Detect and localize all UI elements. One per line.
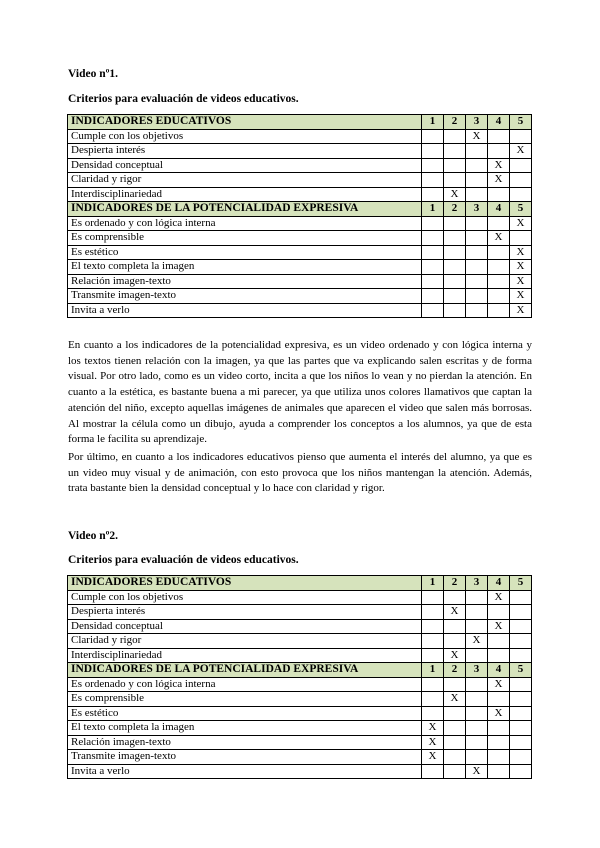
rating-cell-4: X [488,158,510,173]
criterion-label: Interdisciplinariedad [68,648,422,663]
rating-cell-5 [510,721,532,736]
table-header-row [68,576,532,591]
table-row [68,187,532,202]
rating-cell-2 [444,231,466,246]
criterion-label: Interdisciplinariedad [68,187,422,202]
rating-cell-3 [466,648,488,663]
rating-cell-3 [466,750,488,765]
rating-cell-2 [444,735,466,750]
table-row [68,231,532,246]
criterion-label: Cumple con los objetivos [68,590,422,605]
rating-cell-1: X [422,750,444,765]
rating-cell-3 [466,706,488,721]
criterion-label: Densidad conceptual [68,619,422,634]
table-row [68,158,532,173]
rating-cell-3 [466,289,488,304]
scale-header-1: 1 [422,202,444,217]
rating-cell-3 [466,231,488,246]
rating-cell-5: X [510,289,532,304]
criterion-label: Relación imagen-texto [68,735,422,750]
rating-cell-2 [444,173,466,188]
rating-cell-1 [422,260,444,275]
rating-cell-2 [444,706,466,721]
scale-header-3: 3 [466,663,488,678]
rating-cell-1 [422,303,444,318]
scale-header-4: 4 [488,115,510,130]
rating-cell-1 [422,158,444,173]
rating-cell-4 [488,289,510,304]
rating-cell-4 [488,216,510,231]
rating-cell-3 [466,173,488,188]
rating-cell-4 [488,634,510,649]
criterion-label: Es estético [68,706,422,721]
rating-cell-5: X [510,274,532,289]
header-potencialidad-expresiva: INDICADORES DE LA POTENCIALIDAD EXPRESIVA [68,663,422,678]
table-row [68,764,532,779]
header-potencialidad-expresiva: INDICADORES DE LA POTENCIALIDAD EXPRESIVA [68,202,422,217]
rating-cell-1 [422,605,444,620]
table-row [68,303,532,318]
scale-header-4: 4 [488,576,510,591]
criterion-label: Claridad y rigor [68,173,422,188]
table-row [68,144,532,159]
rating-cell-1 [422,634,444,649]
rating-cell-1 [422,764,444,779]
scale-header-1: 1 [422,115,444,130]
rating-cell-5 [510,590,532,605]
rating-cell-1: X [422,735,444,750]
rating-cell-4 [488,721,510,736]
rating-cell-2: X [444,692,466,707]
criterion-label: Invita a verlo [68,303,422,318]
table-row [68,692,532,707]
table-row [68,245,532,260]
rating-cell-1 [422,677,444,692]
rating-cell-4: X [488,619,510,634]
table-row [68,605,532,620]
table-row [68,590,532,605]
table-row [68,721,532,736]
rating-cell-4 [488,605,510,620]
table-row [68,634,532,649]
rating-cell-3: X [466,129,488,144]
header-indicadores-educativos: INDICADORES EDUCATIVOS [68,115,422,130]
rating-cell-5: X [510,216,532,231]
rating-cell-2 [444,764,466,779]
criterion-label: Relación imagen-texto [68,274,422,289]
video-2-subtitle: Criterios para evaluación de videos educativos. [68,554,299,566]
rating-cell-1 [422,187,444,202]
rating-cell-1 [422,129,444,144]
criterion-label: Transmite imagen-texto [68,750,422,765]
video-1-subtitle: Criterios para evaluación de videos educativos. [68,93,299,105]
rating-cell-2 [444,590,466,605]
rating-cell-4 [488,750,510,765]
rating-cell-4 [488,260,510,275]
scale-header-4: 4 [488,663,510,678]
rating-cell-3 [466,144,488,159]
rating-cell-5 [510,158,532,173]
rating-cell-1 [422,648,444,663]
table-row [68,706,532,721]
scale-header-3: 3 [466,202,488,217]
criterion-label: Transmite imagen-texto [68,289,422,304]
rating-cell-2 [444,274,466,289]
scale-header-2: 2 [444,576,466,591]
rating-cell-2: X [444,187,466,202]
rating-cell-4: X [488,706,510,721]
rating-cell-2 [444,750,466,765]
rating-cell-5 [510,750,532,765]
rating-cell-3 [466,274,488,289]
rating-cell-3 [466,721,488,736]
table-row [68,129,532,144]
rating-cell-2 [444,289,466,304]
rating-cell-1 [422,173,444,188]
table-row [68,173,532,188]
paragraph-educativos: Por último, en cuanto a los indicadores educativos pienso que aumenta el interés del alumno, ya que es un video muy visual y de animación, con esto provoca que los niños mantengan la atención. Además, trata bastante bien la densidad conceptual y lo hace con claridad y rigor. [68,451,532,495]
criterion-label: Densidad conceptual [68,158,422,173]
rating-cell-3 [466,692,488,707]
rating-cell-1 [422,692,444,707]
rating-cell-3 [466,735,488,750]
rating-cell-2 [444,619,466,634]
rating-cell-5 [510,231,532,246]
rating-cell-2 [444,677,466,692]
video-1-title: Video nº1. [68,68,119,80]
scale-header-2: 2 [444,115,466,130]
criterion-label: Despierta interés [68,605,422,620]
rating-cell-1: X [422,721,444,736]
rating-cell-4 [488,129,510,144]
rating-cell-4 [488,245,510,260]
rating-cell-5: X [510,303,532,318]
rating-cell-1 [422,144,444,159]
criterion-label: Es ordenado y con lógica interna [68,216,422,231]
rating-cell-2 [444,216,466,231]
rating-cell-5 [510,619,532,634]
scale-header-4: 4 [488,202,510,217]
rating-cell-5 [510,735,532,750]
criterion-label: El texto completa la imagen [68,260,422,275]
rating-cell-1 [422,619,444,634]
rating-cell-2 [444,721,466,736]
table-header-row [68,202,532,217]
table-header-row [68,115,532,130]
rating-cell-2 [444,129,466,144]
table-row [68,619,532,634]
rating-cell-5 [510,173,532,188]
table-row [68,677,532,692]
scale-header-5: 5 [510,202,532,217]
rating-cell-5 [510,764,532,779]
rating-cell-4 [488,764,510,779]
criterion-label: El texto completa la imagen [68,721,422,736]
rating-cell-5 [510,648,532,663]
table-row [68,260,532,275]
rating-cell-2: X [444,605,466,620]
criterion-label: Es estético [68,245,422,260]
rating-cell-5: X [510,144,532,159]
rating-cell-3 [466,605,488,620]
paragraph-potencialidad: En cuanto a los indicadores de la potencialidad expresiva, es un video ordenado y con lógica interna y los textos tienen relación con la imagen, ya que las partes que va explicando salen escritas y de forma visual. Por otro lado, como es un video corto, incita a que los niños lo vean y no pierdan la atención. En cuanto a la estética, es bastante buena a mi parecer, ya que utiliza unos colores llamativos que captan la atención del niño, excepto aquellas imágenes de animales que aparecen el video que salen más borrosas. Al mostrar la célula como un dibujo, ayuda a comprender los conceptos a los alumnos, ya que de esta forma le facilita su aprendizaje. [68,339,532,446]
rating-cell-5 [510,129,532,144]
rating-cell-2 [444,634,466,649]
rating-cell-1 [422,706,444,721]
rating-cell-5 [510,706,532,721]
rating-cell-4 [488,144,510,159]
rating-cell-3: X [466,764,488,779]
scale-header-5: 5 [510,576,532,591]
rating-cell-1 [422,245,444,260]
rating-cell-5 [510,677,532,692]
table-row [68,735,532,750]
rating-cell-1 [422,289,444,304]
rating-cell-4 [488,303,510,318]
rating-cell-2 [444,158,466,173]
rating-cell-4 [488,187,510,202]
table-header-row [68,663,532,678]
rating-cell-4: X [488,173,510,188]
rating-cell-3 [466,245,488,260]
scale-header-3: 3 [466,115,488,130]
table-row [68,216,532,231]
rating-cell-4 [488,274,510,289]
rating-cell-1 [422,590,444,605]
rating-cell-1 [422,231,444,246]
criterion-label: Invita a verlo [68,764,422,779]
rating-cell-3 [466,187,488,202]
rating-cell-2 [444,245,466,260]
rating-cell-5 [510,605,532,620]
criterion-label: Es comprensible [68,692,422,707]
rating-cell-4 [488,692,510,707]
rating-cell-3 [466,158,488,173]
rating-cell-4 [488,735,510,750]
criterion-label: Claridad y rigor [68,634,422,649]
rating-cell-2: X [444,648,466,663]
scale-header-3: 3 [466,576,488,591]
criterion-label: Cumple con los objetivos [68,129,422,144]
table-row [68,289,532,304]
rating-cell-1 [422,216,444,231]
criterion-label: Es comprensible [68,231,422,246]
rating-cell-4: X [488,231,510,246]
rating-cell-3 [466,303,488,318]
criterion-label: Es ordenado y con lógica interna [68,677,422,692]
scale-header-1: 1 [422,663,444,678]
rating-cell-4: X [488,590,510,605]
scale-header-1: 1 [422,576,444,591]
rating-cell-3 [466,260,488,275]
rating-cell-2 [444,260,466,275]
rating-cell-3 [466,619,488,634]
table-row [68,750,532,765]
rating-cell-1 [422,274,444,289]
rating-cell-5 [510,692,532,707]
rating-cell-4: X [488,677,510,692]
rating-cell-3: X [466,634,488,649]
rating-cell-5 [510,187,532,202]
scale-header-5: 5 [510,663,532,678]
rating-cell-5: X [510,245,532,260]
scale-header-2: 2 [444,202,466,217]
rating-cell-2 [444,303,466,318]
table-row [68,274,532,289]
scale-header-5: 5 [510,115,532,130]
criteria-table-video-1 [67,114,532,318]
criterion-label: Despierta interés [68,144,422,159]
rating-cell-3 [466,216,488,231]
rating-cell-5: X [510,260,532,275]
rating-cell-2 [444,144,466,159]
rating-cell-5 [510,634,532,649]
video-2-title: Video nº2. [68,530,119,542]
scale-header-2: 2 [444,663,466,678]
rating-cell-3 [466,590,488,605]
rating-cell-3 [466,677,488,692]
rating-cell-4 [488,648,510,663]
criteria-table-video-2 [67,575,532,779]
header-indicadores-educativos: INDICADORES EDUCATIVOS [68,576,422,591]
table-row [68,648,532,663]
